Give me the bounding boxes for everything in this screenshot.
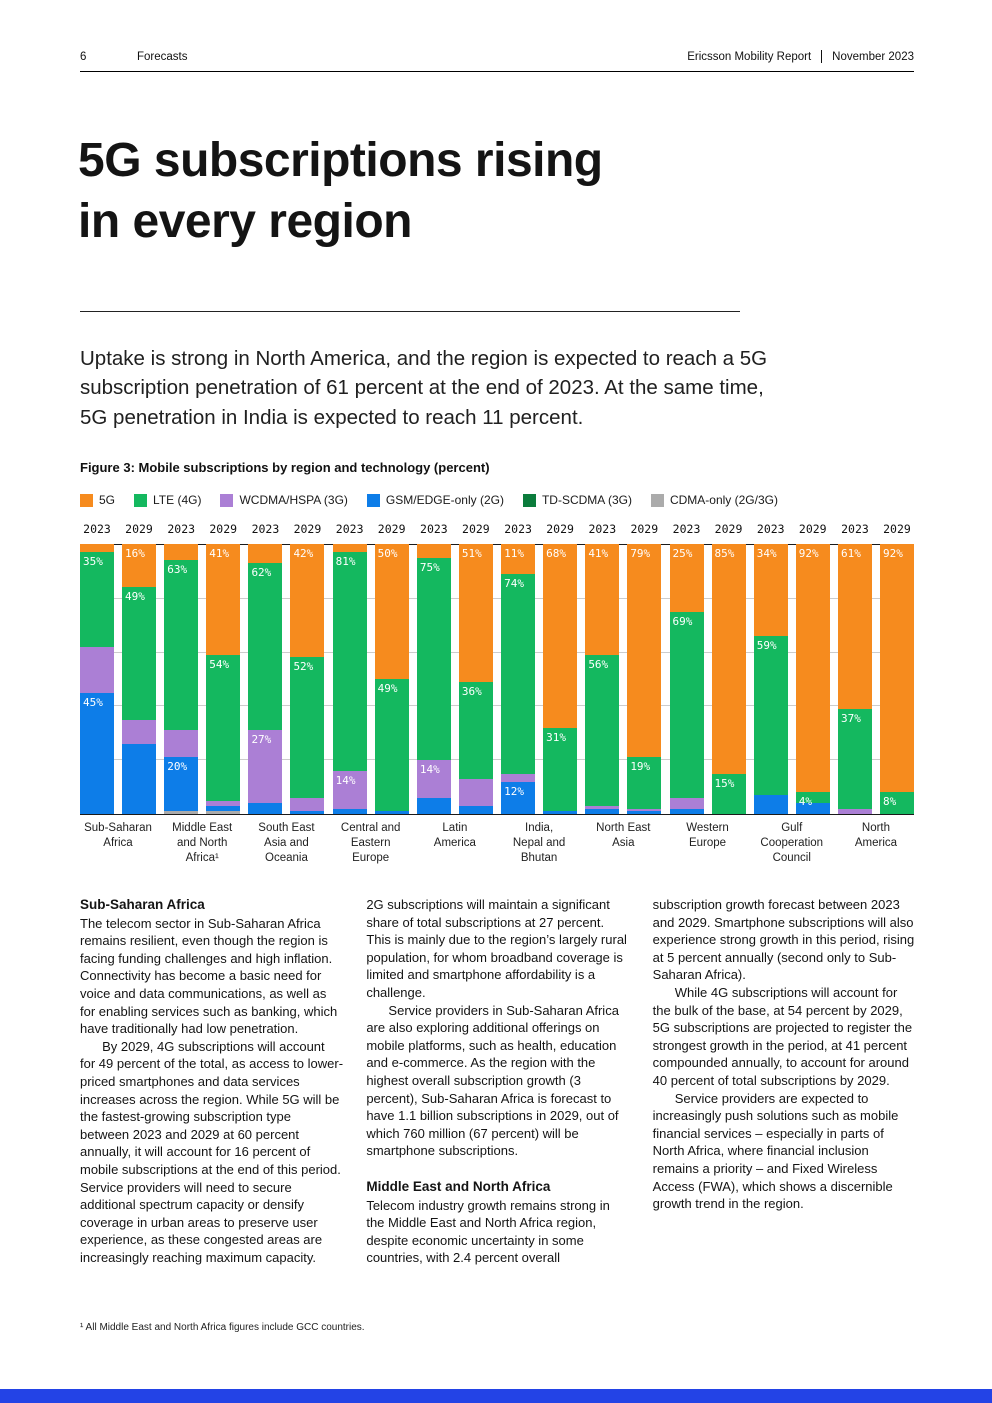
body-columns — [80, 896, 916, 1267]
intro-rule — [80, 311, 740, 312]
segment-gsm — [627, 811, 661, 814]
stacked-bar — [670, 544, 704, 814]
segment-value-label: 75% — [419, 560, 440, 574]
segment-5g — [80, 544, 114, 552]
segment-gsm — [333, 809, 367, 814]
body-paragraph: While 4G subscriptions will account for the bulk of the base, at 54 percent by 2029, 5G subscriptions are projected to register the strongest growth in the period, at 41 percent compounded annually, to account for around 40 percent of total subscriptions by 2029. — [652, 984, 913, 1088]
bar-pair — [80, 544, 156, 814]
segment-value-label: 61% — [840, 547, 861, 561]
chart-groups — [80, 522, 914, 867]
year-label: 2029 — [883, 522, 911, 536]
stacked-bar — [585, 544, 619, 814]
header-right — [687, 50, 914, 63]
segment-lte — [501, 574, 535, 774]
segment-value-label: 45% — [83, 695, 103, 709]
segment-lte — [417, 558, 451, 761]
segment-wcdma — [290, 798, 324, 812]
segment-value-label: 16% — [125, 547, 145, 561]
region-label: India, Nepal and Bhutan — [512, 822, 566, 865]
stacked-bar — [627, 544, 661, 814]
year-label: 2023 — [672, 522, 701, 536]
bar-pair — [754, 544, 830, 814]
stacked-bar — [543, 544, 577, 814]
legend-item — [134, 493, 201, 507]
body-paragraph: Service providers in Sub-Saharan Africa are also exploring additional offerings on mobile platforms, such as health, education and e-commerce. As the region with the highest overall subscription growth (3 percent), Sub-Saharan Africa is forecast to have 1.1 billion subscriptions in 2029, out of which 760 million (67 percent) will be smartphone subscriptions. — [366, 1002, 619, 1159]
bar-pair — [248, 544, 324, 814]
segment-5g — [122, 544, 156, 587]
page-footer-bar — [0, 1389, 992, 1403]
legend-label: 5G — [99, 493, 116, 507]
segment-value-label: 81% — [335, 555, 356, 569]
segment-lte — [543, 728, 577, 812]
body-paragraph: The telecom sector in Sub-Saharan Africa remains resilient, even though the region is facing funding challenges and high inflation. Connectivity has become a basic need for voice and data communications, as well as for enabling services such as banking, which have traditionally had low penetration. — [80, 915, 338, 1037]
segment-lte — [838, 709, 872, 809]
page-number: 6 — [80, 50, 87, 63]
legend-label: GSM/EDGE-only (2G) — [385, 493, 504, 507]
segment-value-label: 68% — [546, 547, 566, 561]
stacked-bar — [122, 544, 156, 814]
segment-5g — [543, 544, 577, 728]
legend-label: CDMA-only (2G/3G) — [669, 493, 778, 507]
report-date: November 2023 — [832, 50, 914, 63]
region-group — [164, 522, 240, 867]
stacked-bar — [754, 544, 788, 814]
segment-value-label: 19% — [630, 760, 651, 774]
year-label: 2023 — [841, 522, 869, 536]
year-label: 2023 — [420, 522, 448, 536]
stacked-bar — [206, 544, 240, 814]
year-labels — [585, 522, 661, 544]
segment-5g — [459, 544, 493, 682]
segment-value-label: 49% — [377, 682, 398, 696]
year-label: 2029 — [630, 522, 659, 536]
year-labels — [333, 522, 409, 544]
text-column — [366, 896, 629, 1267]
segment-5g — [670, 544, 704, 612]
segment-lte — [80, 552, 114, 647]
year-label: 2023 — [83, 522, 111, 536]
segment-gsm — [543, 811, 577, 814]
body-paragraph: By 2029, 4G subscriptions will account for 49 percent of the total, as access to lower-priced smartphones and data services increases across the region. While 5G will be the fastest-growing subscription type between 2023 and 2029 at 60 percent annually, it will account for 16 percent of mobile subscriptions at the end of this period. Service providers will need to secure additional spectrum capacity or densify coverage in urban areas to preserve user experience, as these congested areas are increasingly reaching maximum capacity. — [80, 1038, 344, 1265]
segment-value-label: 41% — [588, 547, 609, 561]
segment-wcdma — [501, 774, 535, 782]
segment-wcdma — [248, 730, 282, 803]
section-heading: Sub-Saharan Africa — [80, 897, 205, 912]
bar-pair — [501, 544, 577, 814]
year-label: 2029 — [798, 522, 827, 536]
legend-item — [367, 493, 504, 507]
segment-5g — [417, 544, 451, 558]
segment-value-label: 69% — [672, 614, 693, 628]
segment-cdma — [206, 811, 240, 814]
segment-value-label: 37% — [840, 711, 861, 725]
year-label: 2029 — [546, 522, 574, 536]
segment-value-label: 36% — [461, 684, 482, 698]
segment-wcdma — [122, 720, 156, 744]
segment-lte — [333, 552, 367, 771]
figure-caption: Figure 3: Mobile subscriptions by region and technology (percent) — [80, 460, 490, 475]
segment-wcdma — [206, 801, 240, 806]
segment-value-label: 14% — [335, 773, 356, 787]
segment-wcdma — [333, 771, 367, 809]
segment-wcdma — [164, 730, 198, 757]
stacked-bar — [80, 544, 114, 814]
year-label: 2029 — [293, 522, 322, 536]
legend-swatch-gsm — [367, 494, 380, 507]
segment-value-label: 56% — [588, 657, 609, 671]
segment-5g — [333, 544, 367, 552]
legend-swatch-cdma — [651, 494, 664, 507]
segment-lte — [754, 636, 788, 795]
footnote: ¹ All Middle East and North Africa figures include GCC countries. — [80, 1322, 365, 1333]
page-title-line2: in every region — [78, 195, 412, 249]
segment-gsm — [585, 809, 619, 814]
segment-lte — [375, 679, 409, 811]
region-group — [585, 522, 661, 867]
region-group — [501, 522, 577, 867]
segment-value-label: 49% — [125, 590, 145, 604]
segment-value-label: 42% — [293, 547, 314, 561]
segment-value-label: 50% — [377, 547, 398, 561]
segment-gsm — [670, 809, 704, 814]
segment-5g — [290, 544, 324, 657]
page-title — [78, 130, 603, 252]
segment-lte — [670, 612, 704, 798]
year-label: 2029 — [125, 522, 153, 536]
body-paragraph: Service providers are expected to increasingly push solutions such as mobile financial services – especially in parts of North Africa, where financial inclusion remains a priority – and Fixed Wireless Access (FWA), which shows a discernible growth trend in the region. — [652, 1090, 899, 1212]
segment-gsm — [80, 693, 114, 815]
segment-value-label: 92% — [882, 547, 903, 561]
segment-value-label: 54% — [209, 657, 230, 671]
segment-5g — [880, 544, 914, 792]
region-label: Western Europe — [686, 822, 729, 850]
region-group — [838, 522, 914, 867]
year-labels — [754, 522, 830, 544]
year-labels — [670, 522, 746, 544]
segment-value-label: 15% — [714, 776, 735, 790]
segment-value-label: 63% — [167, 563, 188, 577]
region-label: North East Asia — [596, 822, 651, 850]
segment-value-label: 79% — [630, 547, 651, 561]
segment-value-label: 92% — [798, 547, 819, 561]
year-label: 2023 — [504, 522, 532, 536]
segment-value-label: 74% — [504, 576, 524, 590]
segment-gsm — [754, 795, 788, 814]
segment-value-label: 34% — [756, 547, 777, 561]
segment-value-label: 59% — [756, 638, 777, 652]
body-paragraph: subscription growth forecast between 2023 and 2029. Smartphone subscriptions will also experience strong growth in this period, rising at 5 percent annually (second only to Sub-Saharan Africa). — [652, 897, 915, 983]
segment-value-label: 20% — [167, 760, 188, 774]
segment-gsm — [122, 744, 156, 814]
year-label: 2029 — [714, 522, 743, 536]
segment-5g — [585, 544, 619, 655]
segment-value-label: 35% — [83, 555, 103, 569]
segment-wcdma — [585, 806, 619, 809]
intro-paragraph: Uptake is strong in North America, and the region is expected to reach a 5G subscription penetration of 61 percent at the end of 2023. At the same time, 5G penetration in India is expected to reach 11 percent. — [80, 346, 768, 429]
segment-value-label: 52% — [293, 660, 314, 674]
bar-pair — [333, 544, 409, 814]
segment-gsm — [206, 806, 240, 811]
year-label: 2023 — [251, 522, 280, 536]
header-divider — [821, 50, 822, 63]
segment-gsm — [164, 757, 198, 811]
stacked-bar — [290, 544, 324, 814]
region-group — [333, 522, 409, 867]
segment-lte — [248, 563, 282, 730]
region-group — [754, 522, 830, 867]
body-paragraph: Telecom industry growth remains strong in the Middle East and North Africa region, despite economic uncertainty in some countries, with 2.4 percent overall — [366, 1197, 610, 1266]
stacked-bar — [459, 544, 493, 814]
legend-swatch-wcdma — [220, 494, 233, 507]
segment-lte — [627, 757, 661, 808]
year-label: 2029 — [209, 522, 238, 536]
segment-lte — [796, 792, 830, 809]
region-label: North America — [854, 822, 898, 850]
segment-value-label: 4% — [798, 795, 812, 809]
segment-lte — [712, 774, 746, 815]
segment-lte — [459, 682, 493, 779]
segment-lte — [880, 792, 914, 814]
region-label: Sub-Saharan Africa — [84, 822, 152, 850]
segment-value-label: 25% — [672, 547, 693, 561]
segment-lte — [122, 587, 156, 719]
segment-lte — [585, 655, 619, 806]
legend-item — [80, 493, 115, 507]
stacked-bar — [501, 544, 535, 814]
stacked-bar — [375, 544, 409, 814]
region-label: Central and Eastern Europe — [340, 822, 401, 865]
segment-gsm — [417, 798, 451, 814]
segment-value-label: 41% — [209, 547, 230, 561]
segment-value-label: 11% — [504, 547, 524, 561]
text-column — [80, 896, 343, 1267]
segment-5g — [627, 544, 661, 757]
segment-value-label: 8% — [882, 795, 897, 809]
segment-value-label: 12% — [504, 784, 524, 798]
segment-lte — [206, 655, 240, 801]
page-title-line1: 5G subscriptions rising — [78, 134, 603, 188]
year-label: 2029 — [377, 522, 406, 536]
segment-gsm — [290, 811, 324, 814]
legend-label: WCDMA/HSPA (3G) — [239, 493, 348, 507]
legend-item — [220, 493, 347, 507]
segment-5g — [375, 544, 409, 679]
year-label: 2023 — [588, 522, 617, 536]
region-label: Latin America — [433, 822, 476, 850]
segment-5g — [206, 544, 240, 655]
page-header — [80, 50, 914, 63]
year-labels — [838, 522, 914, 544]
segment-value-label: 31% — [546, 730, 566, 744]
segment-cdma — [164, 811, 198, 814]
region-label: Middle East and North Africa¹ — [172, 822, 233, 865]
segment-value-label: 51% — [461, 547, 482, 561]
segment-5g — [754, 544, 788, 636]
year-labels — [417, 522, 493, 544]
legend-swatch-5g — [80, 494, 93, 507]
year-label: 2023 — [167, 522, 196, 536]
segment-wcdma — [459, 779, 493, 806]
year-label: 2029 — [462, 522, 490, 536]
year-labels — [164, 522, 240, 544]
segment-gsm — [375, 811, 409, 814]
legend-label: TD-SCDMA (3G) — [541, 493, 632, 507]
segment-gsm — [501, 782, 535, 814]
segment-gsm — [248, 803, 282, 814]
region-label: South East Asia and Oceania — [258, 822, 315, 865]
stacked-bar — [417, 544, 451, 814]
segment-lte — [164, 560, 198, 730]
stacked-bar — [880, 544, 914, 814]
header-rule — [80, 71, 914, 72]
segment-5g — [712, 544, 746, 774]
segment-5g — [796, 544, 830, 792]
section-heading: Middle East and North Africa — [366, 1178, 551, 1194]
section-label: Forecasts — [137, 50, 188, 63]
segment-value-label: 27% — [251, 733, 272, 747]
body-paragraph: 2G subscriptions will maintain a significant share of total subscriptions at 27 percent. This is mainly due to the region’s largely rural population, for whom broadband coverage is limited and smartphone affordability is a challenge. — [366, 897, 627, 1000]
year-labels — [248, 522, 324, 544]
year-label: 2023 — [335, 522, 364, 536]
bar-pair — [838, 544, 914, 814]
legend-item — [523, 493, 632, 507]
text-column — [653, 896, 916, 1267]
segment-wcdma — [627, 809, 661, 812]
segment-value-label: 85% — [714, 547, 735, 560]
segment-gsm — [459, 806, 493, 814]
segment-wcdma — [838, 809, 872, 814]
bar-pair — [417, 544, 493, 814]
stacked-bar — [796, 544, 830, 814]
stacked-bar — [248, 544, 282, 814]
chart-legend — [80, 493, 778, 507]
report-title: Ericsson Mobility Report — [687, 50, 812, 63]
segment-wcdma — [80, 647, 114, 693]
stacked-bar — [164, 544, 198, 814]
region-label: Gulf Cooperation Council — [760, 822, 824, 865]
segment-5g — [248, 544, 282, 563]
segment-lte — [290, 657, 324, 797]
year-label: 2023 — [756, 522, 785, 536]
segment-5g — [164, 544, 198, 560]
region-group — [417, 522, 493, 867]
segment-value-label: 14% — [419, 763, 440, 777]
legend-label: LTE (4G) — [153, 493, 202, 507]
bar-pair — [164, 544, 240, 814]
region-group — [80, 522, 156, 867]
segment-5g — [838, 544, 872, 709]
region-group — [670, 522, 746, 867]
segment-5g — [501, 544, 535, 574]
year-labels — [80, 522, 156, 544]
segment-wcdma — [417, 760, 451, 798]
segment-wcdma — [670, 798, 704, 809]
stacked-bar — [333, 544, 367, 814]
figure-3-chart — [80, 522, 914, 867]
stacked-bar — [712, 544, 746, 814]
segment-value-label: 62% — [251, 565, 272, 579]
year-labels — [501, 522, 577, 544]
bar-pair — [585, 544, 661, 814]
bar-pair — [670, 544, 746, 814]
legend-swatch-lte — [134, 494, 147, 507]
legend-item — [651, 493, 778, 507]
legend-swatch-td — [523, 494, 536, 507]
region-group — [248, 522, 324, 867]
stacked-bar — [838, 544, 872, 814]
